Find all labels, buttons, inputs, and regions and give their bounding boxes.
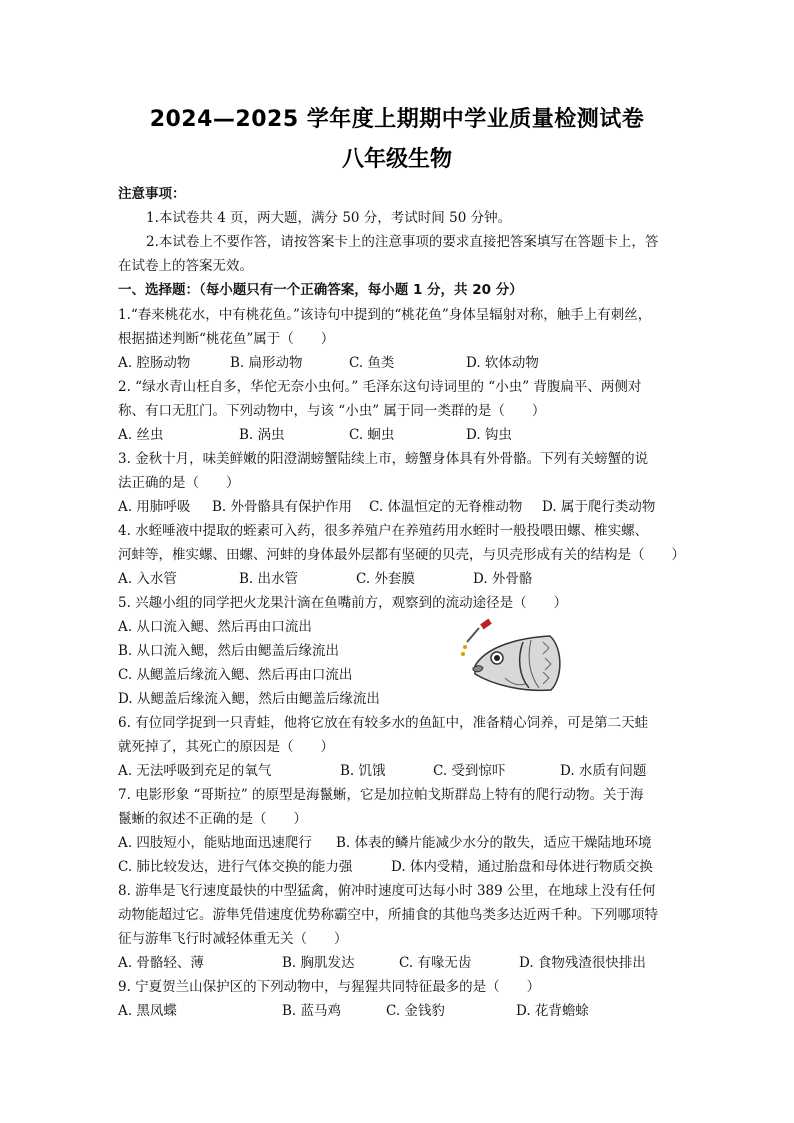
q5-option-a: A. 从口流入鳃、然后再由口流出 bbox=[118, 619, 312, 635]
q9-option-c: C. 金钱豹 bbox=[386, 1003, 445, 1019]
q3-option-d: D. 属于爬行类动物 bbox=[542, 499, 656, 515]
exam-subtitle: 八年级生物 bbox=[341, 147, 452, 172]
q1-option-b: B. 扁形动物 bbox=[230, 355, 303, 371]
q4-option-b: B. 出水管 bbox=[239, 571, 299, 587]
q3-line2: 法正确的是（ ） bbox=[118, 475, 240, 491]
q2-option-d: D. 钩虫 bbox=[466, 427, 512, 443]
q6-line1: 6. 有位同学捉到一只青蛙，他将它放在有较多水的鱼缸中，准备精心饲养，可是第二天蛙 bbox=[118, 715, 649, 731]
q8-option-c: C. 有喙无齿 bbox=[399, 955, 472, 971]
q5-line1: 5. 兴趣小组的同学把火龙果汁滴在鱼嘴前方，观察到的流动途径是（ ） bbox=[118, 595, 568, 611]
q7-option-d: D. 体内受精，通过胎盘和母体进行物质交换 bbox=[391, 859, 653, 875]
q6-option-c: C. 受到惊吓 bbox=[433, 763, 506, 779]
q2-line2: 称、有口无肛门。下列动物中，与该 “小虫” 属于同一类群的是（ ） bbox=[118, 403, 546, 419]
q7-option-b: B. 体表的鳞片能减少水分的散失，适应干燥陆地环境 bbox=[336, 835, 652, 851]
notice-item-2-line2: 在试卷上的答案无效。 bbox=[118, 258, 253, 274]
q8-option-d: D. 食物残渣很快排出 bbox=[519, 955, 646, 971]
q1-option-d: D. 软体动物 bbox=[466, 355, 539, 371]
q6-option-b: B. 饥饿 bbox=[340, 763, 386, 779]
fish-with-dropper-icon bbox=[455, 618, 565, 694]
q4-line1: 4. 水蛭唾液中提取的蛭素可入药，很多养殖户在养殖药用水蛭时一般投喂田螺、椎实螺、 bbox=[118, 523, 649, 539]
q2-option-b: B. 涡虫 bbox=[239, 427, 285, 443]
q2-option-a: A. 丝虫 bbox=[118, 427, 164, 443]
q8-option-b: B. 胸肌发达 bbox=[282, 955, 355, 971]
notice-item-1: 1.本试卷共 4 页，两大题，满分 50 分，考试时间 50 分钟。 bbox=[146, 210, 512, 226]
q3-option-b: B. 外骨骼具有保护作用 bbox=[212, 499, 353, 515]
q4-line2: 河蚌等，椎实螺、田螺、河蚌的身体最外层都有坚硬的贝壳，与贝壳形成有关的结构是（ ） bbox=[118, 547, 685, 563]
section-heading: 一、选择题：（每小题只有一个正确答案，每小题 1 分，共 20 分） bbox=[118, 282, 523, 298]
q3-line1: 3. 金秋十月，味美鲜嫩的阳澄湖螃蟹陆续上市，螃蟹身体具有外骨骼。下列有关螃蟹的说 bbox=[118, 451, 649, 467]
q5-option-b: B. 从口流入鳃，然后由鳃盖后缘流出 bbox=[118, 643, 340, 659]
q5-option-c: C. 从鳃盖后缘流入鳃、然后再由口流出 bbox=[118, 667, 353, 683]
q3-option-a: A. 用肺呼吸 bbox=[118, 499, 191, 515]
q7-line1: 7. 电影形象 “哥斯拉” 的原型是海鬣蜥，它是加拉帕戈斯群岛上特有的爬行动物。关于海 bbox=[118, 787, 644, 803]
q2-line1: 2. “绿水青山枉自多，华佗无奈小虫何。” 毛泽东这句诗词里的 “小虫” 背腹扁平、两侧对 bbox=[118, 379, 642, 395]
notice-heading: 注意事项： bbox=[118, 186, 186, 202]
dropper-icon bbox=[461, 619, 492, 656]
q1-option-a: A. 腔肠动物 bbox=[118, 355, 191, 371]
q8-line3: 征与游隼飞行时减轻体重无关（ ） bbox=[118, 931, 348, 947]
q2-option-c: C. 蛔虫 bbox=[349, 427, 395, 443]
q7-option-a: A. 四肢短小，能贴地面迅速爬行 bbox=[118, 835, 312, 851]
q7-line2: 鬣蜥的叙述不正确的是（ ） bbox=[118, 811, 307, 827]
q7-option-c: C. 肺比较发达，进行气体交换的能力强 bbox=[118, 859, 353, 875]
q6-option-d: D. 水质有问题 bbox=[560, 763, 647, 779]
q6-option-a: A. 无法呼吸到充足的氧气 bbox=[118, 763, 272, 779]
q1-line2: 根据描述判断“桃花鱼”属于（ ） bbox=[118, 331, 335, 347]
q5-option-d: D. 从鳃盖后缘流入鳃，然后由鳃盖后缘流出 bbox=[118, 691, 380, 707]
fish-head-icon bbox=[473, 636, 560, 690]
exam-title: 2024—2025 学年度上期期中学业质量检测试卷 bbox=[149, 107, 645, 132]
q8-line1: 8. 游隼是飞行速度最快的中型猛禽，俯冲时速度可达每小时 389 公里，在地球上没有任何 bbox=[118, 883, 656, 899]
q3-option-c: C. 体温恒定的无脊椎动物 bbox=[369, 499, 523, 515]
q4-option-c: C. 外套膜 bbox=[356, 571, 415, 587]
notice-item-2-line1: 2.本试卷上不要作答，请按答案卡上的注意事项的要求直接把答案填写在答题卡上，答 bbox=[146, 234, 659, 250]
q9-line1: 9. 宁夏贺兰山保护区的下列动物中，与猩猩共同特征最多的是（ ） bbox=[118, 979, 541, 995]
q9-option-b: B. 蓝马鸡 bbox=[282, 1003, 342, 1019]
q8-line2: 动物能超过它。游隼凭借速度优势称霸空中，所捕食的其他鸟类多达近两千种。下列哪项特 bbox=[118, 907, 658, 923]
q9-option-d: D. 花背蟾蜍 bbox=[516, 1003, 589, 1019]
q4-option-a: A. 入水管 bbox=[118, 571, 177, 587]
q9-option-a: A. 黑凤蝶 bbox=[118, 1003, 177, 1019]
q1-line1: 1.“春来桃花水，中有桃花鱼。”该诗句中提到的“桃花鱼”身体呈辐射对称，触手上有刺丝， bbox=[118, 307, 652, 323]
q1-option-c: C. 鱼类 bbox=[349, 355, 395, 371]
q8-option-a: A. 骨骼轻、薄 bbox=[118, 955, 204, 971]
q4-option-d: D. 外骨骼 bbox=[473, 571, 533, 587]
q6-line2: 就死掉了，其死亡的原因是（ ） bbox=[118, 739, 334, 755]
